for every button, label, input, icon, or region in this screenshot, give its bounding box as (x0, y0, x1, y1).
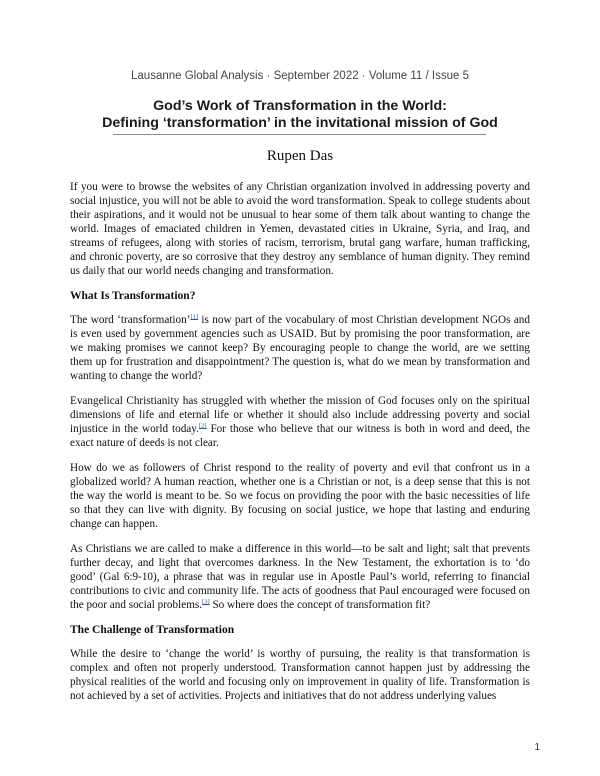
paragraph-3-text-a: Evangelical Christianity has struggled with whether the mission of God focuses only on the spiritual dimensions of life and eternal life or whether it should also include addressing poverty and social injustice in the world today. (70, 395, 530, 435)
author-name: Rupen Das (266, 148, 334, 164)
section-heading-challenge-of-transformation: The Challenge of Transformation (70, 624, 235, 636)
paragraph-4: How do we as followers of Christ respond to the reality of poverty and evil that confront us in a globalized world? A human reaction, whether one is a Christian or not, is a deep sense that this is not the way the world is meant to be. So we focus on providing the poor with the basic necessities of life so that they can live with dignity. By focusing on social justice, we hope that lasting and enduring change can happen. (70, 462, 530, 530)
footnote-link-2[interactable]: [2] (198, 422, 207, 430)
paragraph-5-text-a: As Christians we are called to make a difference in this world—to be salt and light; salt that prevents further decay, and light that overcomes darkness. In the New Testament, the exhortation is to ‘do good’ (Gal 6:9-10), a phrase that was in regular use in Apostle Paul’s world, referring to financial contributions to civic and community life. The acts of goodness that Paul encouraged were focused on the poor and social problems. (70, 543, 530, 611)
paragraph-5-text-b: So where does the concept of transformation fit? (209, 599, 431, 611)
paragraph-6: While the desire to ‘change the world’ is worthy of pursuing, the reality is that transformation is complex and often not properly understood. Transformation cannot happen just by addressing the physical realities of the world and focusing only on improvement in quality of life. Transformation is not achieved by a set of activities. Projects and initiatives that do not address underlying values (70, 648, 530, 702)
page-number: 1 (534, 742, 540, 753)
article-body (70, 180, 530, 714)
paragraph-2-text-b: is now part of the vocabulary of most Christian development NGOs and is even used by government agencies such as USAID. But by promising the poor transformation, are we making promises we cannot keep? By encouraging people to change the world, are we setting them up for frustration and disappointment? The question is, what do we mean by transformation and wanting to change the world? (70, 314, 530, 382)
footnote-link-1[interactable]: [1] (190, 313, 199, 321)
title-line-1: God’s Work of Transformation in the World: (153, 98, 447, 114)
title-divider (113, 134, 486, 135)
title-line-2: Defining ‘transformation’ in the invitational mission of God (102, 115, 498, 131)
paragraph-3-text-b: For those who believe that our witness is both in word and deed, the exact nature of deeds is not clear. (70, 423, 530, 449)
paragraph-5 (70, 542, 530, 612)
paragraph-2 (70, 313, 530, 383)
footnote-link-3[interactable]: [3] (202, 598, 210, 606)
article-title (60, 98, 540, 132)
paragraph-2-text-a: The word ‘transformation’ (70, 314, 191, 326)
paragraph-1: If you were to browse the websites of any Christian organization involved in addressing poverty and social injustice, you will not be able to avoid the word transformation. Speak to college students about their aspirations, and it would not be unusual to hear some of them talk about wanting to change the world. Images of emaciated children in Yemen, devastated cities in Ukraine, Syria, and Iraq, and streams of refugees, along with stories of racism, terrorism, brutal gang warfare, human trafficking, and chronic poverty, are so corrosive that they destroy any semblance of human dignity. They remind us daily that our world needs changing and transformation. (70, 181, 530, 277)
paragraph-3 (70, 394, 530, 450)
section-heading-what-is-transformation: What Is Transformation? (70, 290, 196, 302)
journal-header: Lausanne Global Analysis · September 2022 · Volume 11 / Issue 5 (131, 70, 469, 82)
